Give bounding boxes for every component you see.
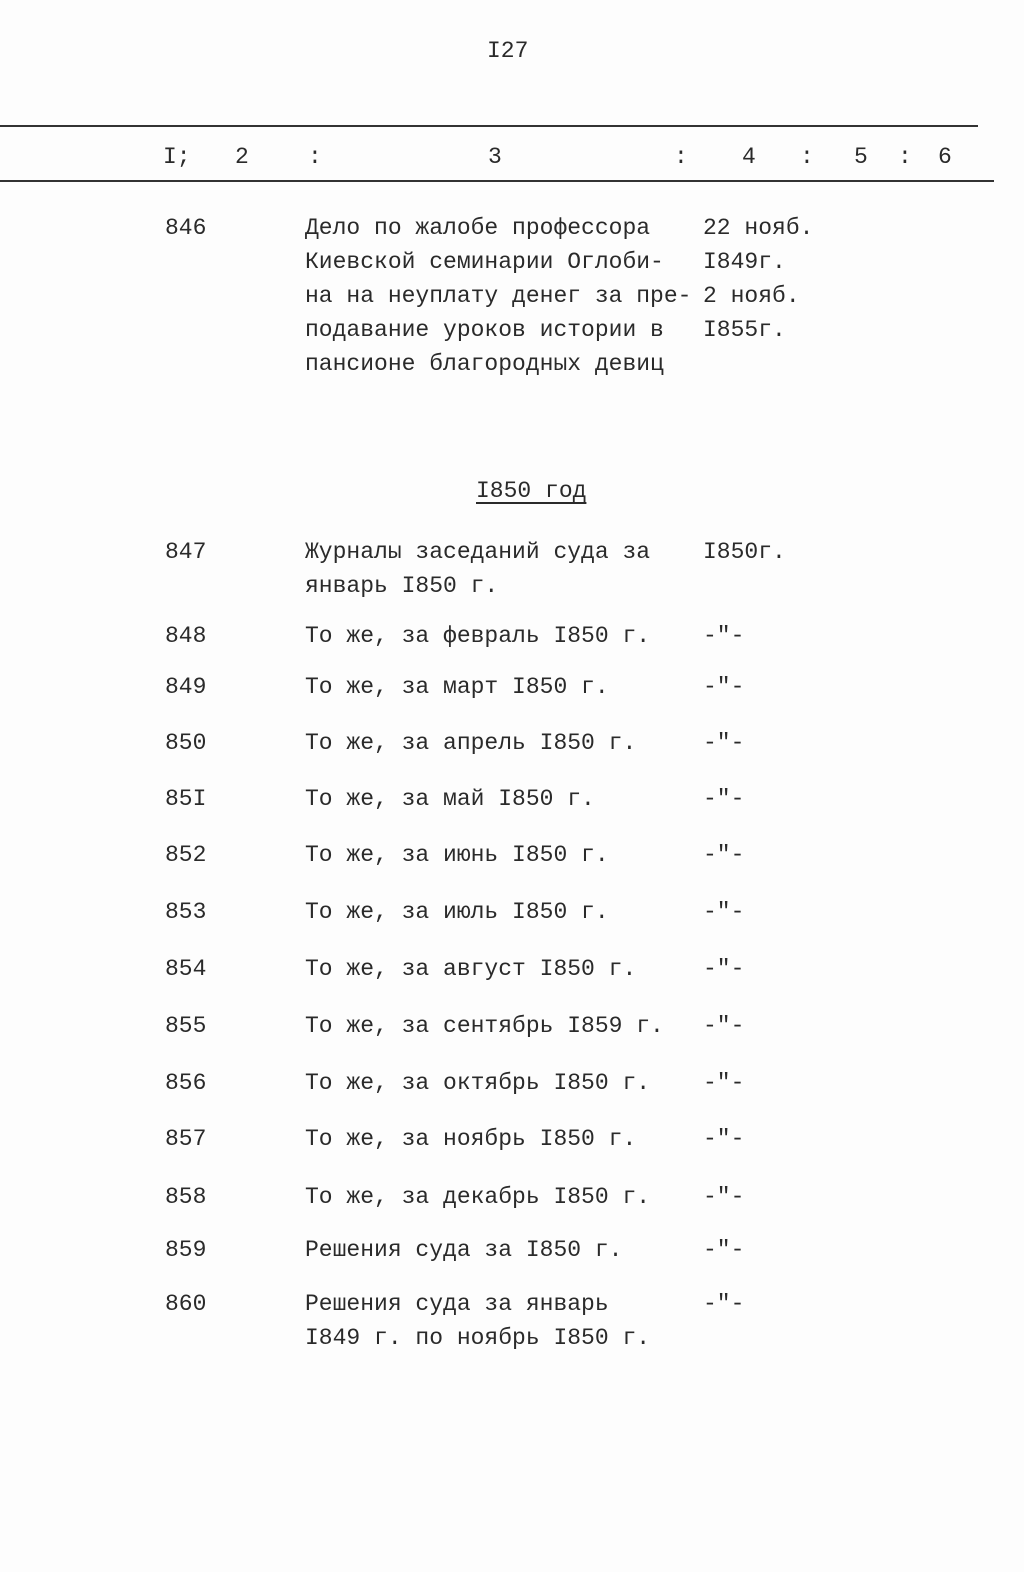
entry-date-line: -"- [703,899,745,925]
entry-number: 860 [165,1291,207,1317]
entry-date-line: -"- [703,1184,745,1210]
entry-number: 855 [165,1013,207,1039]
entry-number: 847 [165,539,207,565]
entry-number: 859 [165,1237,207,1263]
entry-title [305,838,609,872]
entry-date-line: 22 нояб. [703,215,814,241]
entry-dates [703,895,744,929]
column-label: 5 [854,144,868,170]
entry-dates [703,838,744,872]
entry-title [305,782,595,816]
entry-title-line: I849 г. по ноябрь I850 г. [305,1325,651,1351]
entry-title-line: Киевской семинарии Оглоби- [305,249,664,275]
entry-dates [703,1233,744,1267]
entry-date-line: -"- [703,730,745,756]
entry-date-line: I850г. [703,539,786,565]
entry-date-line: -"- [703,623,745,649]
entry-title [305,619,650,653]
entry-title [305,1180,650,1214]
entry-date-line: -"- [703,786,745,812]
entry-title-line: на на неуплату денег за пре- [305,283,692,309]
entry-title-line: подавание уроков истории в [305,317,664,343]
entry-dates [703,535,786,569]
entry-title [305,211,691,381]
column-label: 2 [235,144,249,170]
entry-title-line: Дело по жалобе профессора [305,215,651,241]
header-top-rule [0,125,978,127]
column-label: 6 [938,144,952,170]
entry-number: 85I [165,786,207,812]
entry-date-line: 2 нояб. [703,283,800,309]
entry-number: 852 [165,842,207,868]
entry-title-line: То же, за август I850 г. [305,956,637,982]
entry-title [305,535,650,603]
entry-number: 849 [165,674,207,700]
entry-title [305,726,636,760]
entry-title-line: То же, за декабрь I850 г. [305,1184,651,1210]
entry-title-line: Решения суда за январь [305,1291,609,1317]
entry-date-line: -"- [703,1070,745,1096]
entry-dates [703,619,744,653]
entry-date-line: -"- [703,842,745,868]
entry-dates [703,1009,744,1043]
entry-number: 856 [165,1070,207,1096]
entry-dates [703,952,744,986]
entry-date-line: -"- [703,1126,745,1152]
entry-title-line: январь I850 г. [305,573,499,599]
column-label: 4 [742,144,756,170]
entry-number: 857 [165,1126,207,1152]
entry-dates [703,1287,744,1321]
entry-dates [703,726,744,760]
entry-title-line: То же, за июль I850 г. [305,899,609,925]
entry-number: 850 [165,730,207,756]
entry-dates [703,211,813,347]
column-separator: : [800,144,814,170]
entry-title-line: Журналы заседаний суда за [305,539,651,565]
column-separator: : [674,144,688,170]
page-number: I27 [487,38,529,64]
entry-dates [703,670,744,704]
year-heading: I850 год [476,478,587,504]
entry-title [305,1009,664,1043]
entry-dates [703,1180,744,1214]
column-separator: : [898,144,912,170]
entry-title [305,952,636,986]
entry-title [305,1122,636,1156]
entry-date-line: -"- [703,1013,745,1039]
entry-title [305,670,609,704]
entry-number: 854 [165,956,207,982]
entry-title-line: То же, за февраль I850 г. [305,623,651,649]
entry-title-line: То же, за сентябрь I859 г. [305,1013,664,1039]
entry-date-line: -"- [703,674,745,700]
entry-number: 846 [165,215,207,241]
entry-date-line: -"- [703,956,745,982]
entry-title-line: пансионе благородных девиц [305,351,664,377]
entry-dates [703,1066,744,1100]
entry-title-line: Решения суда за I850 г. [305,1237,623,1263]
entry-date-line: -"- [703,1237,745,1263]
entry-title-line: То же, за ноябрь I850 г. [305,1126,637,1152]
entry-title [305,1287,650,1355]
entry-dates [703,782,744,816]
entry-title [305,895,609,929]
entry-title-line: То же, за июнь I850 г. [305,842,609,868]
entry-title [305,1233,622,1267]
entry-date-line: I849г. [703,249,786,275]
header-bottom-rule [0,180,994,182]
entry-date-line: -"- [703,1291,745,1317]
entry-number: 848 [165,623,207,649]
entry-title-line: То же, за октябрь I850 г. [305,1070,651,1096]
entry-title [305,1066,650,1100]
entry-title-line: То же, за март I850 г. [305,674,609,700]
entry-title-line: То же, за апрель I850 г. [305,730,637,756]
column-label: I; [163,144,191,170]
column-separator: : [308,144,322,170]
entry-dates [703,1122,744,1156]
entry-title-line: То же, за май I850 г. [305,786,595,812]
entry-number: 853 [165,899,207,925]
entry-date-line: I855г. [703,317,786,343]
column-label: 3 [488,144,502,170]
entry-number: 858 [165,1184,207,1210]
